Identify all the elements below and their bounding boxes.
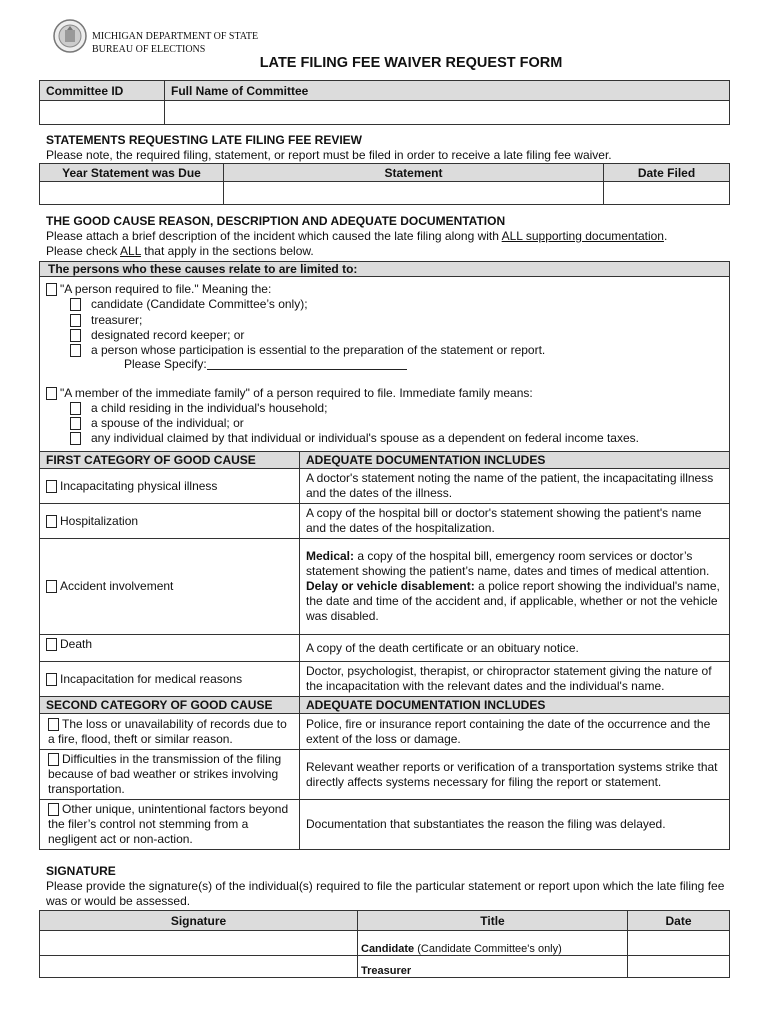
checkbox-icon[interactable] (46, 515, 57, 528)
title-treasurer-bold: Treasurer (361, 965, 412, 977)
good-cause-line-2-a: Please check (46, 244, 121, 258)
signature-section (46, 864, 726, 909)
person-required-label: "A person required to file." Meaning the: (60, 282, 272, 296)
req-item-essential-person (70, 343, 545, 358)
cause-accident (40, 539, 300, 635)
checkbox-icon[interactable] (70, 298, 81, 311)
cause-label: Accident involvement (60, 579, 174, 593)
cause-hospitalization (40, 504, 300, 539)
checkbox-icon[interactable] (48, 803, 59, 816)
second-category-header: SECOND CATEGORY OF GOOD CAUSE (40, 697, 300, 714)
doc-transmission: Relevant weather reports or verification of a transportation systems strike that directly affects systems necessary for filing the report or statement. (300, 750, 730, 800)
doc-incapacitation: Doctor, psychologist, therapist, or chiropractor statement giving the nature of the incapacitation with the relevant dates and the individual's name. (300, 662, 730, 697)
cause-label: Death (60, 637, 93, 651)
date-field-candidate[interactable] (628, 931, 730, 956)
req-item-treasurer (70, 313, 142, 328)
req-item-label: treasurer; (91, 313, 143, 327)
statements-section (46, 133, 612, 163)
title-candidate-bold: Candidate (361, 943, 415, 955)
cause-label: Incapacitation for medical reasons (60, 671, 243, 686)
form-title: LATE FILING FEE WAIVER REQUEST FORM (259, 55, 563, 71)
statements-table (39, 163, 730, 205)
doc-records-loss: Police, fire or insurance report containing the date of the occurrence and the extent of the loss or damage. (300, 714, 730, 750)
good-cause-line-2-c: that apply in the sections below. (140, 244, 314, 258)
statement-field[interactable] (224, 182, 604, 205)
good-cause-line-2 (46, 244, 667, 259)
good-cause-section (46, 214, 667, 259)
good-cause-line-1 (46, 229, 667, 244)
cause-label: Difficulties in the transmission of the filing because of bad weather or strikes involving transportation. (48, 752, 282, 796)
committee-id-field[interactable] (40, 101, 165, 125)
cause-label: Other unique, unintentional factors beyond the filer’s control not stemming from a negligent act or non-action. (48, 802, 289, 846)
req-item-candidate (70, 297, 308, 312)
michigan-seal-icon (52, 18, 88, 54)
cause-death (40, 635, 300, 662)
family-item-label: a spouse of the individual; or (91, 416, 244, 430)
date-field-treasurer[interactable] (628, 956, 730, 978)
checkbox-icon[interactable] (48, 718, 59, 731)
committee-table (39, 80, 730, 125)
signature-note: Please provide the signature(s) of the individual(s) required to file the particular statement or report upon which the late filing fee was or would be assessed. (46, 879, 725, 908)
checkbox-icon[interactable] (46, 387, 57, 400)
signature-field-candidate[interactable] (40, 931, 358, 956)
family-item-spouse (70, 416, 244, 431)
doc-medical-label: Medical: (306, 549, 355, 563)
good-cause-line-2-b: ALL (120, 244, 141, 258)
req-item-record-keeper (70, 328, 244, 343)
person-required-item (46, 282, 271, 297)
doc-delay-label: Delay or vehicle disablement: (306, 579, 475, 593)
signature-heading: SIGNATURE (46, 864, 116, 878)
family-member-label: "A member of the immediate family" of a person required to file. Immediate family means: (60, 386, 533, 400)
doc-death: A copy of the death certificate or an obituary notice. (300, 635, 730, 662)
title-treasurer (358, 956, 628, 978)
cause-transmission (40, 750, 300, 800)
doc-accident (300, 539, 730, 635)
checkbox-icon[interactable] (70, 314, 81, 327)
first-category-header: FIRST CATEGORY OF GOOD CAUSE (40, 452, 300, 469)
checkbox-icon[interactable] (46, 638, 57, 651)
signature-header: Signature (40, 911, 358, 931)
checkbox-icon[interactable] (70, 344, 81, 357)
good-cause-heading: THE GOOD CAUSE REASON, DESCRIPTION AND ADEQUATE DOCUMENTATION (46, 214, 506, 228)
doc-other: Documentation that substantiates the reason the filing was delayed. (300, 800, 730, 850)
date-header: Date (628, 911, 730, 931)
family-item-label: any individual claimed by that individual or individual's spouse as a dependent on federal income taxes. (91, 431, 639, 445)
statements-note: Please note, the required filing, statement, or report must be filed in order to receive a late filing fee waiver. (46, 148, 612, 162)
doc-illness: A doctor's statement noting the name of the patient, the incapacitating illness and the dates of the illness. (300, 469, 730, 504)
checkbox-icon[interactable] (46, 673, 57, 686)
agency-line-1: MICHIGAN DEPARTMENT OF STATE (92, 31, 259, 42)
first-doc-header: ADEQUATE DOCUMENTATION INCLUDES (300, 452, 730, 469)
date-filed-field[interactable] (604, 182, 730, 205)
date-filed-header: Date Filed (604, 164, 730, 182)
categories-table (39, 451, 730, 850)
family-item-child (70, 401, 327, 416)
committee-name-field[interactable] (165, 101, 730, 125)
doc-hospitalization: A copy of the hospital bill or doctor's statement showing the patient's name and the dates of the hospitalization. (300, 504, 730, 539)
please-specify-line[interactable] (207, 357, 407, 370)
good-cause-line-1-c: . (663, 229, 668, 243)
cause-label: Incapacitating physical illness (60, 478, 218, 493)
family-item-dependent (70, 431, 639, 446)
checkbox-icon[interactable] (48, 753, 59, 766)
cause-illness (40, 469, 300, 504)
statement-header: Statement (224, 164, 604, 182)
title-header: Title (358, 911, 628, 931)
req-item-label: candidate (Candidate Committee’s only); (91, 297, 308, 311)
cause-other (40, 800, 300, 850)
checkbox-icon[interactable] (70, 402, 81, 415)
persons-header: The persons who these causes relate to are limited to: (40, 262, 729, 277)
committee-id-header: Committee ID (40, 81, 165, 101)
req-item-label: a person whose participation is essential to the preparation of the statement or report. (91, 343, 546, 357)
year-due-field[interactable] (40, 182, 224, 205)
signature-table (39, 910, 730, 978)
year-due-header: Year Statement was Due (40, 164, 224, 182)
doc-delay-text: a police report showing the individual's name, the date and time of the accident and, if applicable, whether or not the vehicle was disabled. (306, 579, 720, 623)
title-candidate-rest: (Candidate Committee's only) (414, 943, 562, 955)
doc-medical-text: a copy of the hospital bill, emergency room services or doctor’s statement showing the patient’s name, dates and times of medical attention. (306, 549, 710, 578)
committee-name-header: Full Name of Committee (165, 81, 730, 101)
family-item-label: a child residing in the individual's household; (91, 401, 328, 415)
statements-heading: STATEMENTS REQUESTING LATE FILING FEE REVIEW (46, 133, 363, 147)
cause-incapacitation (40, 662, 300, 697)
checkbox-icon[interactable] (70, 417, 81, 430)
checkbox-icon[interactable] (70, 329, 81, 342)
signature-field-treasurer[interactable] (40, 956, 358, 978)
title-candidate (358, 931, 628, 956)
cause-label: Hospitalization (60, 513, 139, 528)
cause-label: The loss or unavailability of records due to a fire, flood, theft or similar reason. (48, 716, 287, 746)
good-cause-line-1-a: Please attach a brief description of the incident which caused the late filing along with (46, 229, 502, 243)
cause-records-loss (40, 714, 300, 750)
please-specify (124, 357, 407, 372)
please-specify-label: Please Specify: (124, 357, 207, 371)
checkbox-icon[interactable] (46, 283, 57, 296)
family-member-item (46, 386, 533, 401)
agency-name (92, 30, 258, 56)
agency-line-2: BUREAU OF ELECTIONS (92, 44, 206, 55)
good-cause-line-1-b: ALL supporting documentation (501, 229, 664, 243)
checkbox-icon[interactable] (70, 432, 81, 445)
checkbox-icon[interactable] (46, 480, 57, 493)
second-doc-header: ADEQUATE DOCUMENTATION INCLUDES (300, 697, 730, 714)
req-item-label: designated record keeper; or (91, 328, 245, 342)
checkbox-icon[interactable] (46, 580, 57, 593)
